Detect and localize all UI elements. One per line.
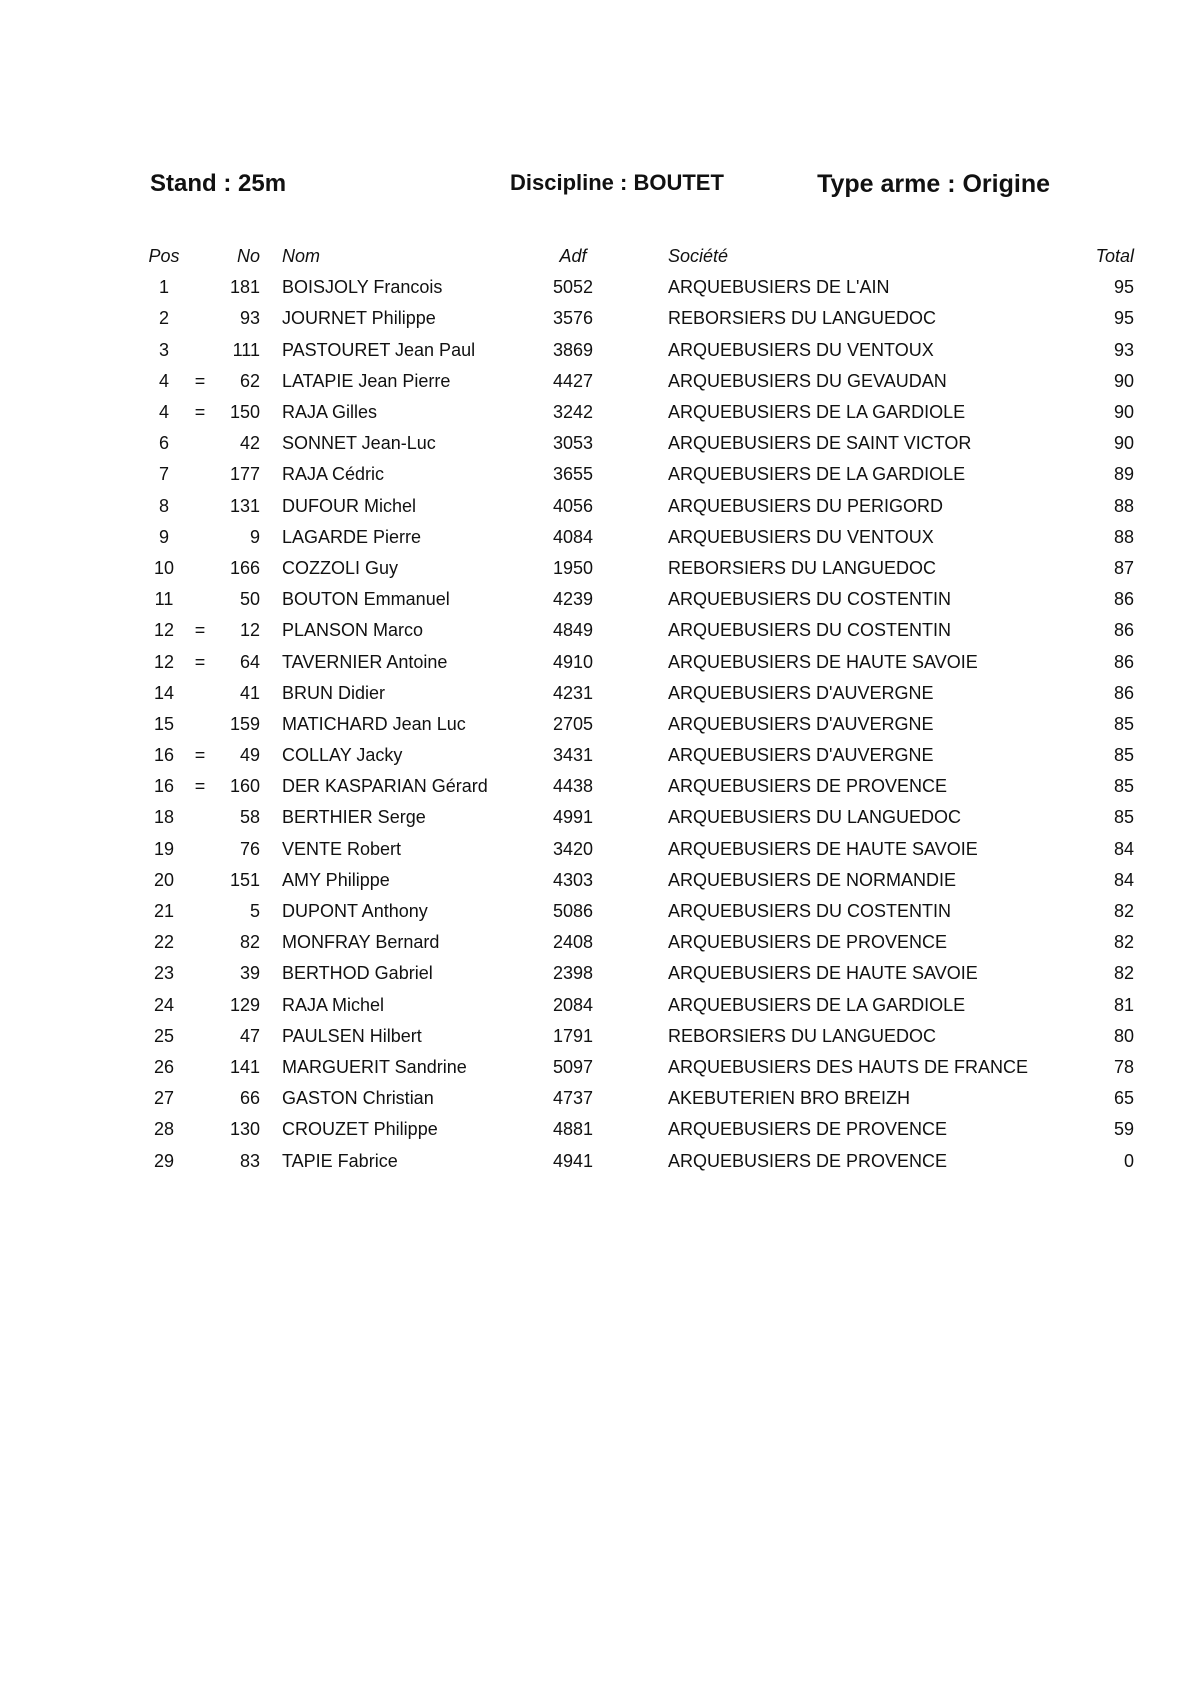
cell-no (212, 584, 268, 615)
cell-no (212, 771, 268, 802)
cell-no (212, 491, 268, 522)
cell-societe: ARQUEBUSIERS DE HAUTE SAVOIE (668, 963, 978, 984)
cell-pos: 12 (153, 620, 175, 641)
cell-total: 84 (1113, 838, 1134, 859)
cell-pos: 6 (158, 433, 169, 454)
cell-societe: ARQUEBUSIERS DE LA GARDIOLE (668, 994, 966, 1015)
cell-nom: COLLAY Jacky (282, 745, 403, 766)
cell-tie (188, 428, 212, 459)
table-row (140, 709, 1148, 740)
cell-total: 88 (1113, 495, 1134, 516)
cell-no-value: 58 (239, 807, 260, 828)
cell-tie (188, 272, 212, 303)
cell-no-value: 166 (229, 557, 260, 578)
cell-pos: 18 (153, 807, 175, 828)
cell-no-value: 130 (229, 1119, 260, 1140)
cell-no-value: 151 (229, 869, 260, 890)
cell-adf: 4231 (552, 682, 594, 703)
cell-adf: 1950 (552, 557, 594, 578)
cell-nom: AMY Philippe (282, 869, 390, 890)
header-row (140, 241, 1148, 272)
table-row (140, 1114, 1148, 1145)
table-row (140, 678, 1148, 709)
cell-societe: REBORSIERS DU LANGUEDOC (668, 308, 937, 329)
cell-pos: 22 (153, 932, 175, 953)
cell-adf: 3053 (552, 433, 594, 454)
cell-nom: PAULSEN Hilbert (282, 1025, 422, 1046)
cell-no (212, 1021, 268, 1052)
cell-no-value: 12 (239, 620, 260, 641)
cell-societe: REBORSIERS DU LANGUEDOC (668, 557, 937, 578)
cell-pos: 16 (153, 745, 175, 766)
table-row (140, 272, 1148, 303)
discipline-title: Discipline : BOUTET (510, 170, 724, 195)
cell-adf: 4941 (552, 1150, 594, 1171)
cell-nom: CROUZET Philippe (282, 1119, 438, 1140)
cell-pos: 4 (158, 370, 169, 391)
table-row (140, 428, 1148, 459)
table-row (140, 615, 1148, 646)
cell-nom: BERTHOD Gabriel (282, 963, 433, 984)
cell-societe: ARQUEBUSIERS DU GEVAUDAN (668, 370, 947, 391)
column-header-nom: Nom (282, 246, 321, 267)
cell-total: 85 (1113, 776, 1134, 797)
cell-nom: BOUTON Emmanuel (282, 589, 450, 610)
cell-pos: 2 (158, 308, 169, 329)
table-row (140, 584, 1148, 615)
cell-total: 81 (1113, 994, 1134, 1015)
cell-adf: 1791 (552, 1025, 594, 1046)
table-row (140, 802, 1148, 833)
cell-adf: 4849 (552, 620, 594, 641)
cell-nom: PLANSON Marco (282, 620, 424, 641)
table-row (140, 459, 1148, 490)
cell-adf: 4084 (552, 526, 594, 547)
cell-nom: GASTON Christian (282, 1088, 434, 1109)
results-table-body (140, 272, 1148, 1176)
cell-no-value: 131 (229, 495, 260, 516)
cell-nom: TAVERNIER Antoine (282, 651, 448, 672)
cell-nom: DER KASPARIAN Gérard (282, 776, 488, 797)
cell-societe: ARQUEBUSIERS DE LA GARDIOLE (668, 464, 966, 485)
cell-no-value: 181 (229, 277, 260, 298)
cell-nom: LATAPIE Jean Pierre (282, 370, 451, 391)
cell-no (212, 990, 268, 1021)
column-header-no-label: No (236, 246, 260, 267)
cell-societe: ARQUEBUSIERS DU COSTENTIN (668, 901, 952, 922)
cell-total: 80 (1113, 1025, 1134, 1046)
cell-adf: 4438 (552, 776, 594, 797)
table-row (140, 834, 1148, 865)
cell-pos: 11 (154, 589, 174, 610)
cell-societe: ARQUEBUSIERS DES HAUTS DE FRANCE (668, 1056, 1029, 1077)
cell-no-value: 159 (229, 713, 260, 734)
cell-pos: 1 (158, 277, 169, 298)
cell-adf: 4991 (552, 807, 594, 828)
cell-nom: MONFRAY Bernard (282, 932, 440, 953)
cell-no (212, 272, 268, 303)
cell-no (212, 366, 268, 397)
cell-adf: 4056 (552, 495, 594, 516)
cell-total: 89 (1113, 464, 1134, 485)
cell-nom: RAJA Cédric (282, 464, 385, 485)
cell-adf: 4910 (552, 651, 594, 672)
cell-nom: RAJA Michel (282, 994, 385, 1015)
cell-nom: DUPONT Anthony (282, 901, 428, 922)
cell-no-value: 129 (229, 994, 260, 1015)
cell-nom: RAJA Gilles (282, 402, 378, 423)
cell-no (212, 522, 268, 553)
cell-societe: ARQUEBUSIERS DU PERIGORD (668, 495, 944, 516)
column-header-tie (188, 241, 212, 272)
cell-societe: ARQUEBUSIERS DE HAUTE SAVOIE (668, 838, 978, 859)
cell-tie: = (194, 402, 206, 423)
cell-societe: ARQUEBUSIERS DE HAUTE SAVOIE (668, 651, 978, 672)
cell-total: 85 (1113, 745, 1134, 766)
table-row (140, 896, 1148, 927)
cell-societe: ARQUEBUSIERS D'AUVERGNE (668, 682, 934, 703)
cell-tie: = (194, 651, 206, 672)
cell-total: 78 (1113, 1056, 1134, 1077)
table-row (140, 1021, 1148, 1052)
cell-nom: MATICHARD Jean Luc (282, 713, 466, 734)
cell-no (212, 896, 268, 927)
cell-tie: = (194, 370, 206, 391)
cell-tie (188, 802, 212, 833)
cell-no (212, 428, 268, 459)
cell-pos: 14 (153, 682, 175, 703)
cell-no (212, 303, 268, 334)
cell-pos: 3 (158, 339, 169, 360)
table-row (140, 303, 1148, 334)
cell-pos: 24 (153, 994, 175, 1015)
cell-pos: 21 (153, 901, 175, 922)
cell-no (212, 709, 268, 740)
cell-adf: 3576 (552, 308, 594, 329)
cell-nom: LAGARDE Pierre (282, 526, 422, 547)
cell-total: 0 (1123, 1150, 1134, 1171)
cell-adf: 4303 (552, 869, 594, 890)
table-row (140, 958, 1148, 989)
table-row (140, 927, 1148, 958)
cell-no (212, 335, 268, 366)
cell-tie (188, 990, 212, 1021)
table-row (140, 990, 1148, 1021)
column-header-societe: Société (668, 246, 729, 267)
cell-no-value: 76 (239, 838, 260, 859)
cell-no-value: 49 (239, 745, 260, 766)
cell-tie (188, 1114, 212, 1145)
results-table (140, 241, 1148, 1177)
cell-tie: = (194, 745, 206, 766)
cell-tie (188, 553, 212, 584)
cell-tie: = (194, 776, 206, 797)
cell-societe: REBORSIERS DU LANGUEDOC (668, 1025, 937, 1046)
cell-societe: ARQUEBUSIERS DE LA GARDIOLE (668, 402, 966, 423)
table-row (140, 553, 1148, 584)
cell-pos: 8 (158, 495, 169, 516)
cell-no-value: 83 (239, 1150, 260, 1171)
cell-total: 90 (1113, 402, 1134, 423)
cell-adf: 3420 (552, 838, 594, 859)
cell-no (212, 397, 268, 428)
cell-adf: 4881 (552, 1119, 594, 1140)
cell-pos: 9 (158, 526, 169, 547)
cell-pos: 20 (153, 869, 175, 890)
table-row (140, 366, 1148, 397)
cell-no-value: 82 (239, 932, 260, 953)
cell-no (212, 927, 268, 958)
cell-no-value: 64 (239, 651, 260, 672)
cell-societe: ARQUEBUSIERS DU LANGUEDOC (668, 807, 962, 828)
table-row (140, 646, 1148, 677)
cell-total: 87 (1113, 557, 1134, 578)
column-header-no (212, 241, 268, 272)
cell-tie (188, 1145, 212, 1176)
cell-societe: ARQUEBUSIERS DU COSTENTIN (668, 589, 952, 610)
cell-tie (188, 303, 212, 334)
cell-no (212, 802, 268, 833)
cell-no-value: 111 (232, 339, 260, 360)
cell-societe: ARQUEBUSIERS DU VENTOUX (668, 526, 934, 547)
cell-adf: 4737 (552, 1088, 594, 1109)
cell-nom: SONNET Jean-Luc (282, 433, 436, 454)
cell-no (212, 740, 268, 771)
cell-tie (188, 834, 212, 865)
cell-total: 90 (1113, 433, 1134, 454)
table-row (140, 1145, 1148, 1176)
cell-total: 85 (1113, 713, 1134, 734)
cell-total: 86 (1113, 589, 1134, 610)
cell-nom: JOURNET Philippe (282, 308, 436, 329)
cell-total: 86 (1113, 682, 1134, 703)
cell-total: 84 (1113, 869, 1134, 890)
cell-tie (188, 1021, 212, 1052)
cell-no-value: 62 (239, 370, 260, 391)
cell-adf: 3869 (552, 339, 594, 360)
stand-title: Stand : 25m (150, 170, 287, 197)
cell-adf: 3655 (552, 464, 594, 485)
cell-nom: TAPIE Fabrice (282, 1150, 398, 1171)
cell-no (212, 958, 268, 989)
cell-pos: 26 (153, 1056, 175, 1077)
cell-tie (188, 709, 212, 740)
cell-no (212, 865, 268, 896)
cell-adf: 5097 (552, 1056, 594, 1077)
cell-tie (188, 1052, 212, 1083)
cell-total: 88 (1113, 526, 1134, 547)
table-row (140, 1052, 1148, 1083)
cell-no (212, 459, 268, 490)
cell-total: 82 (1113, 932, 1134, 953)
column-header-adf: Adf (559, 246, 587, 267)
table-row (140, 491, 1148, 522)
cell-societe: ARQUEBUSIERS DE PROVENCE (668, 1150, 948, 1171)
cell-no (212, 646, 268, 677)
cell-total: 65 (1113, 1088, 1134, 1109)
cell-tie (188, 958, 212, 989)
cell-total: 82 (1113, 963, 1134, 984)
cell-tie (188, 865, 212, 896)
cell-no-value: 160 (229, 776, 260, 797)
cell-pos: 7 (158, 464, 169, 485)
cell-total: 86 (1113, 651, 1134, 672)
cell-no (212, 1145, 268, 1176)
cell-no-value: 150 (229, 402, 260, 423)
cell-total: 59 (1113, 1119, 1134, 1140)
cell-no-value: 177 (229, 464, 260, 485)
cell-pos: 29 (153, 1150, 175, 1171)
cell-pos: 28 (153, 1119, 175, 1140)
cell-no (212, 1052, 268, 1083)
cell-societe: ARQUEBUSIERS DE SAINT VICTOR (668, 433, 972, 454)
cell-societe: ARQUEBUSIERS DU COSTENTIN (668, 620, 952, 641)
cell-tie (188, 678, 212, 709)
cell-no-value: 5 (249, 901, 260, 922)
cell-nom: VENTE Robert (282, 838, 402, 859)
page-header (150, 170, 1050, 210)
cell-total: 95 (1113, 308, 1134, 329)
cell-pos: 15 (153, 713, 175, 734)
cell-tie (188, 522, 212, 553)
cell-no-value: 66 (239, 1088, 260, 1109)
cell-no-value: 50 (239, 589, 260, 610)
cell-nom: PASTOURET Jean Paul (282, 339, 476, 360)
table-row (140, 1083, 1148, 1114)
cell-no (212, 615, 268, 646)
cell-nom: COZZOLI Guy (282, 557, 399, 578)
cell-nom: BOISJOLY Francois (282, 277, 443, 298)
cell-adf: 3431 (552, 745, 594, 766)
cell-tie (188, 896, 212, 927)
cell-societe: ARQUEBUSIERS D'AUVERGNE (668, 713, 934, 734)
cell-no-value: 141 (229, 1056, 260, 1077)
weapon-type-title: Type arme : Origine (817, 170, 1050, 198)
cell-pos: 16 (153, 776, 175, 797)
cell-adf: 2705 (552, 713, 594, 734)
cell-tie (188, 335, 212, 366)
cell-pos: 12 (153, 651, 175, 672)
cell-societe: ARQUEBUSIERS DU VENTOUX (668, 339, 934, 360)
cell-adf: 3242 (552, 402, 594, 423)
table-row (140, 865, 1148, 896)
cell-pos: 4 (158, 402, 169, 423)
cell-nom: MARGUERIT Sandrine (282, 1056, 467, 1077)
column-header-pos: Pos (148, 246, 180, 267)
cell-tie (188, 584, 212, 615)
cell-no-value: 47 (239, 1025, 260, 1046)
results-table-header (140, 241, 1148, 272)
cell-pos: 27 (153, 1088, 175, 1109)
cell-total: 85 (1113, 807, 1134, 828)
cell-adf: 4427 (552, 370, 594, 391)
cell-nom: BRUN Didier (282, 682, 386, 703)
cell-pos: 25 (153, 1025, 175, 1046)
cell-adf: 2398 (552, 963, 594, 984)
cell-adf: 4239 (552, 589, 594, 610)
cell-pos: 10 (153, 557, 175, 578)
table-row (140, 522, 1148, 553)
cell-societe: ARQUEBUSIERS DE L'AIN (668, 277, 890, 298)
cell-no-value: 93 (239, 308, 260, 329)
cell-adf: 5086 (552, 901, 594, 922)
cell-pos: 23 (153, 963, 175, 984)
cell-nom: BERTHIER Serge (282, 807, 426, 828)
cell-no (212, 678, 268, 709)
cell-societe: AKEBUTERIEN BRO BREIZH (668, 1088, 911, 1109)
table-row (140, 335, 1148, 366)
cell-societe: ARQUEBUSIERS DE PROVENCE (668, 932, 948, 953)
cell-total: 93 (1113, 339, 1134, 360)
cell-no-value: 9 (249, 526, 260, 547)
cell-adf: 2084 (552, 994, 594, 1015)
cell-adf: 5052 (552, 277, 594, 298)
cell-societe: ARQUEBUSIERS DE PROVENCE (668, 1119, 948, 1140)
cell-pos: 19 (153, 838, 175, 859)
cell-tie: = (194, 620, 206, 641)
table-row (140, 771, 1148, 802)
column-header-total: Total (1095, 246, 1134, 267)
cell-no-value: 42 (239, 433, 260, 454)
cell-tie (188, 927, 212, 958)
cell-tie (188, 491, 212, 522)
cell-total: 90 (1113, 370, 1134, 391)
cell-total: 95 (1113, 277, 1134, 298)
cell-societe: ARQUEBUSIERS D'AUVERGNE (668, 745, 934, 766)
cell-no-value: 41 (239, 682, 260, 703)
cell-no (212, 1114, 268, 1145)
cell-tie (188, 459, 212, 490)
cell-total: 86 (1113, 620, 1134, 641)
cell-societe: ARQUEBUSIERS DE NORMANDIE (668, 869, 957, 890)
cell-tie (188, 1083, 212, 1114)
cell-nom: DUFOUR Michel (282, 495, 417, 516)
cell-no (212, 553, 268, 584)
table-row (140, 740, 1148, 771)
cell-no (212, 1083, 268, 1114)
cell-total: 82 (1113, 901, 1134, 922)
cell-adf: 2408 (552, 932, 594, 953)
cell-no (212, 834, 268, 865)
cell-no-value: 39 (239, 963, 260, 984)
table-row (140, 397, 1148, 428)
cell-societe: ARQUEBUSIERS DE PROVENCE (668, 776, 948, 797)
